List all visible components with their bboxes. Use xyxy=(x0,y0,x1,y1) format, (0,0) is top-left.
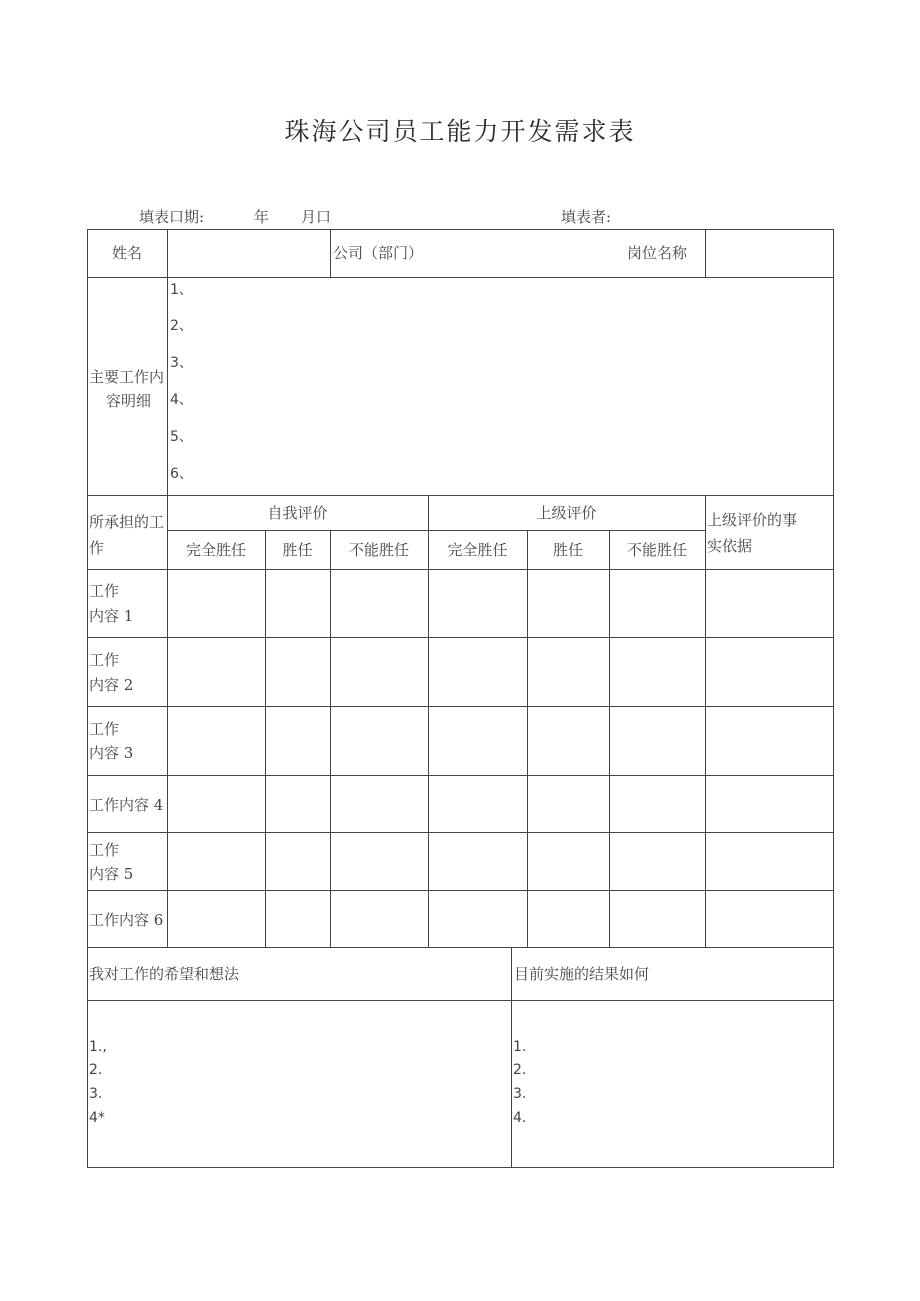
evaluation-basis-label: 上级评价的事 xyxy=(707,511,798,529)
results-item[interactable]: 1. xyxy=(513,1039,527,1055)
work-content-row-label-line2: 内容 2 xyxy=(89,676,134,694)
evaluation-basis-label-line2: 实依据 xyxy=(707,537,753,555)
work-content-row-label: 工作 xyxy=(89,720,120,738)
work-content-row-label: 工作内容 6 xyxy=(89,911,164,929)
grid-line xyxy=(87,229,834,230)
grid-line xyxy=(87,706,834,707)
current-results-label: 目前实施的结果如何 xyxy=(514,965,650,983)
hopes-item[interactable]: 4* xyxy=(89,1110,105,1126)
grid-line xyxy=(705,495,706,948)
main-work-item[interactable]: 6、 xyxy=(170,466,193,482)
results-item[interactable]: 3. xyxy=(513,1086,527,1102)
superior-evaluation-header: 上级评价 xyxy=(536,504,597,522)
work-content-row-label: 工作内容 4 xyxy=(89,796,164,814)
position-title-label: 岗位名称 xyxy=(627,244,688,262)
grid-line xyxy=(87,947,834,948)
grid-line xyxy=(167,530,705,531)
main-work-item[interactable]: 3、 xyxy=(170,355,193,371)
main-work-item[interactable]: 1、 xyxy=(170,282,193,298)
self-competent: 胜任 xyxy=(282,541,313,559)
grid-line xyxy=(265,530,266,948)
grid-line xyxy=(705,229,706,277)
hopes-item[interactable]: 1., xyxy=(89,1039,107,1055)
undertaken-work-label-line2: 作 xyxy=(89,539,105,557)
grid-line xyxy=(511,947,512,1168)
main-work-item[interactable]: 4、 xyxy=(170,392,193,408)
grid-line xyxy=(87,229,88,1168)
main-work-label-line2: 容明细 xyxy=(106,392,152,410)
work-content-row-label: 工作 xyxy=(89,651,120,669)
main-work-item[interactable]: 2、 xyxy=(170,318,193,334)
grid-line xyxy=(609,530,610,948)
hopes-item[interactable]: 2. xyxy=(89,1062,103,1078)
hopes-and-ideas-label: 我对工作的希望和想法 xyxy=(89,965,240,983)
results-item[interactable]: 2. xyxy=(513,1062,527,1078)
fill-date-month-day: 月口 xyxy=(301,208,332,226)
self-not-competent: 不能胜任 xyxy=(348,541,409,559)
hopes-item[interactable]: 3. xyxy=(89,1086,103,1102)
grid-line xyxy=(87,637,834,638)
fill-date-year: 年 xyxy=(254,208,270,226)
grid-line xyxy=(87,832,834,833)
superior-competent: 胜任 xyxy=(552,541,583,559)
grid-line xyxy=(87,890,834,891)
work-content-row-label-line2: 内容 1 xyxy=(89,607,134,625)
grid-line xyxy=(330,530,331,948)
superior-fully-competent: 完全胜任 xyxy=(447,541,508,559)
undertaken-work-label: 所承担的工 xyxy=(89,513,165,531)
grid-line xyxy=(833,229,834,1168)
grid-line xyxy=(87,1000,834,1001)
page-title: 珠海公司员工能力开发需求表 xyxy=(284,117,636,146)
grid-line xyxy=(87,277,834,278)
company-department-label: 公司（部门） xyxy=(333,244,424,262)
name-label: 姓名 xyxy=(111,244,142,262)
work-content-row-label-line2: 内容 3 xyxy=(89,744,134,762)
grid-line xyxy=(330,229,331,277)
results-item[interactable]: 4. xyxy=(513,1110,527,1126)
grid-line xyxy=(428,495,429,948)
self-evaluation-header: 自我评价 xyxy=(267,504,328,522)
grid-line xyxy=(167,229,168,948)
work-content-row-label: 工作 xyxy=(89,582,120,600)
superior-not-competent: 不能胜任 xyxy=(626,541,687,559)
main-work-label: 主要工作内 xyxy=(89,368,165,386)
work-content-row-label-line2: 内容 5 xyxy=(89,865,134,883)
fill-date-label: 填表口期: xyxy=(139,208,205,226)
grid-line xyxy=(527,530,528,948)
work-content-row-label: 工作 xyxy=(89,841,120,859)
grid-line xyxy=(87,775,834,776)
main-work-item[interactable]: 5、 xyxy=(170,429,193,445)
grid-line xyxy=(87,1167,834,1168)
grid-line xyxy=(87,569,834,570)
self-fully-competent: 完全胜任 xyxy=(185,541,246,559)
filler-label: 填表者: xyxy=(561,208,612,226)
grid-line xyxy=(87,495,834,496)
